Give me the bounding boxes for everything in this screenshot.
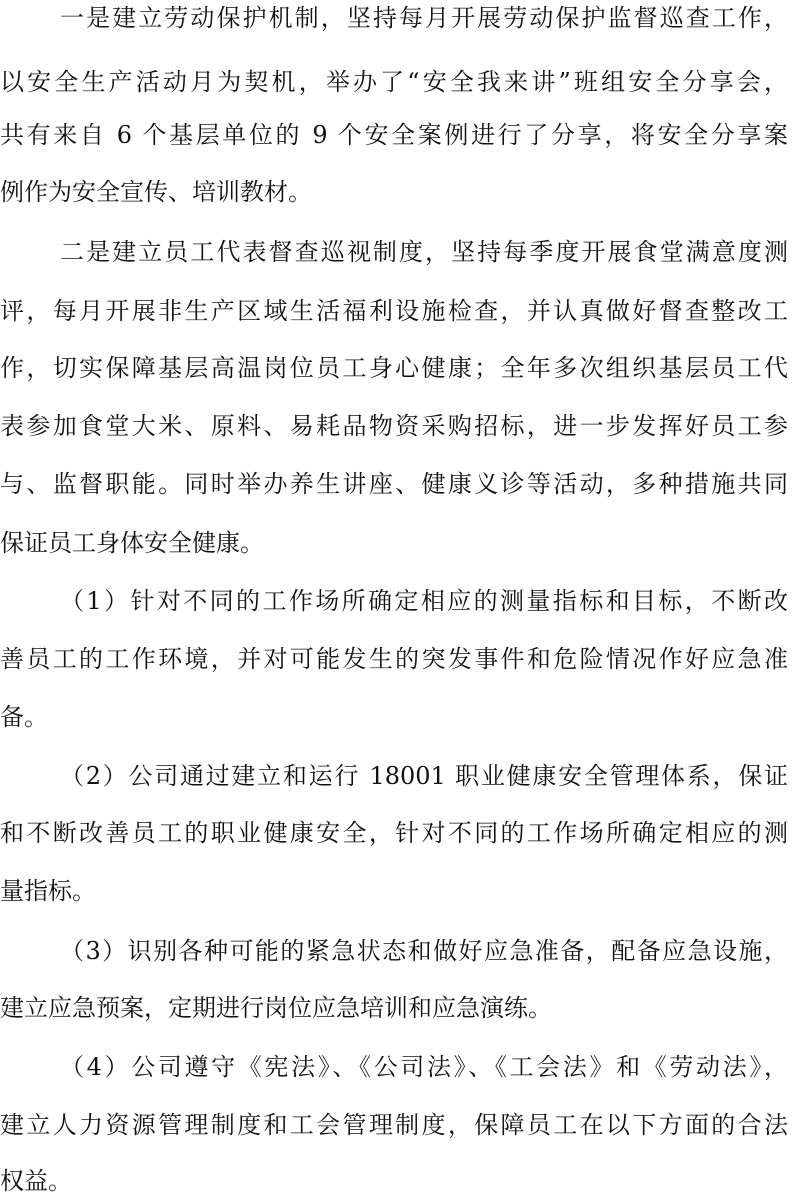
text-line: 以安全生产活动月为契机，举办了“安全我来讲”班组安全分享会， bbox=[0, 68, 788, 96]
text-line: 建立应急预案，定期进行岗位应急培训和应急演练。 bbox=[0, 994, 552, 1022]
text-line: 权益。 bbox=[0, 1167, 72, 1195]
text-line: 建立人力资源管理制度和工会管理制度，保障员工在以下方面的合法 bbox=[0, 1111, 788, 1139]
text-line: 评，每月开展非生产区域生活福利设施检查，并认真做好督查整改工 bbox=[0, 297, 788, 325]
text-line: 备。 bbox=[0, 703, 48, 731]
text-line: 善员工的工作环境，并对可能发生的突发事件和危险情况作好应急准 bbox=[0, 645, 788, 673]
text-line: （3）识别各种可能的紧急状态和做好应急准备，配备应急设施， bbox=[60, 937, 788, 965]
text-line: 二是建立员工代表督查巡视制度，坚持每季度开展食堂满意度测 bbox=[60, 238, 788, 266]
text-line: 表参加食堂大米、原料、易耗品物资采购招标，进一步发挥好员工参 bbox=[0, 412, 788, 440]
text-line: 一是建立劳动保护机制，坚持每月开展劳动保护监督巡查工作， bbox=[60, 4, 788, 32]
text-line: 例作为安全宣传、培训教材。 bbox=[0, 178, 312, 206]
text-line: （2）公司通过建立和运行 18001 职业健康安全管理体系，保证 bbox=[60, 762, 788, 790]
text-line: 量指标。 bbox=[0, 877, 96, 905]
text-line: 共有来自 6 个基层单位的 9 个安全案例进行了分享，将安全分享案 bbox=[0, 121, 788, 149]
text-line: 和不断改善员工的职业健康安全，针对不同的工作场所确定相应的测 bbox=[0, 819, 788, 847]
text-line: （4）公司遵守《宪法》、《公司法》、《工会法》和《劳动法》， bbox=[60, 1053, 788, 1081]
text-line: 作，切实保障基层高温岗位员工身心健康；全年多次组织基层员工代 bbox=[0, 354, 788, 382]
text-line: 与、监督职能。同时举办养生讲座、健康义诊等活动，多种措施共同 bbox=[0, 470, 788, 498]
text-line: （1）针对不同的工作场所确定相应的测量指标和目标，不断改 bbox=[60, 587, 788, 615]
text-line: 保证员工身体安全健康。 bbox=[0, 529, 264, 557]
